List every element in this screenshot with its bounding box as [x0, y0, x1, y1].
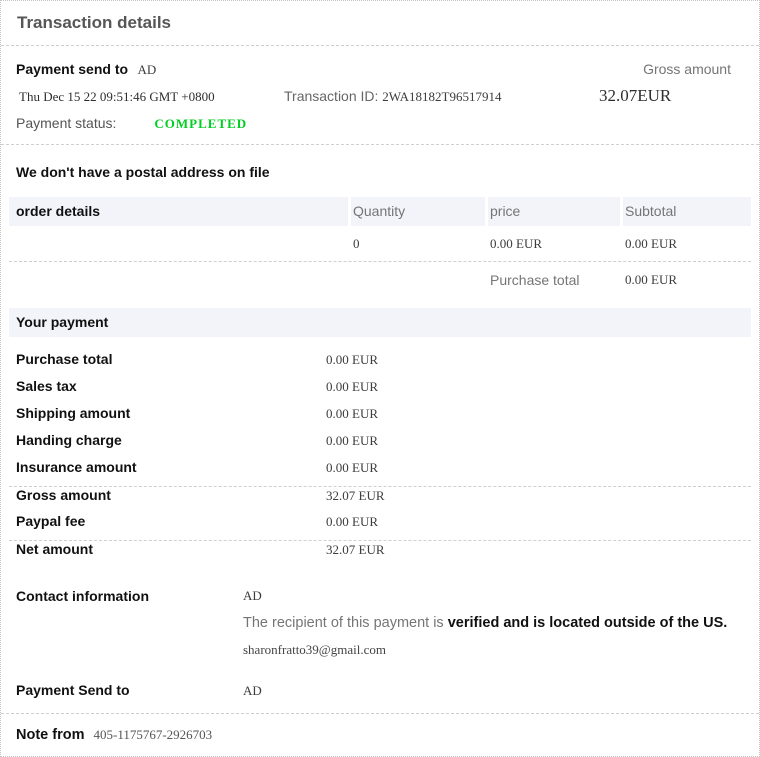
- contact-email: sharonfratto39@gmail.com: [243, 642, 387, 657]
- quantity-value: 0: [353, 236, 360, 251]
- row-value: 0.00 EUR: [326, 352, 378, 367]
- purchase-total-row: [9, 262, 751, 298]
- note-from-section: [1, 713, 759, 756]
- summary-row-transaction: [16, 86, 744, 106]
- row-label: Purchase total: [16, 351, 113, 367]
- gross-amount-label: Gross amount: [643, 61, 731, 77]
- price-header: price: [488, 197, 620, 226]
- payment-summary-section: [1, 46, 759, 145]
- note-from-label: Note from: [16, 727, 85, 743]
- row-value: 0.00 EUR: [326, 379, 378, 394]
- row-value: 0.00 EUR: [326, 433, 378, 448]
- row-value: 32.07 EUR: [326, 542, 385, 557]
- payment-row-sales-tax: [9, 378, 751, 405]
- payment-row-handing-charge: [9, 432, 751, 459]
- row-label: Sales tax: [16, 378, 77, 394]
- payment-send-to-value: AD: [137, 62, 157, 77]
- contact-information-row: [16, 588, 744, 658]
- payment-status-badge: COMPLETED: [154, 116, 248, 131]
- payment-row-shipping-amount: [9, 405, 751, 432]
- transaction-id: [284, 88, 599, 105]
- payment-send-to-bottom-label: Payment Send to: [16, 682, 130, 698]
- transaction-date: Thu Dec 15 22 09:51:46 GMT +0800: [19, 89, 215, 104]
- payment-row-paypal-fee: [9, 513, 751, 540]
- row-value: 0.00 EUR: [326, 406, 378, 421]
- contact-information-section: [16, 588, 744, 699]
- recipient-verification-text: [243, 615, 744, 631]
- payment-send-to-label: Payment send to: [16, 61, 129, 77]
- row-label: Handing charge: [16, 432, 122, 448]
- payment-row-net-amount: [9, 540, 751, 567]
- payment-status-label: Payment status:: [16, 115, 117, 131]
- row-label: Paypal fee: [16, 513, 86, 529]
- purchase-total-label: Purchase total: [490, 272, 580, 288]
- order-details-table: [9, 197, 751, 298]
- your-payment-header: Your payment: [9, 308, 751, 337]
- contact-name: AD: [243, 588, 262, 603]
- gross-amount-value: 32.07EUR: [599, 86, 672, 105]
- row-value: 0.00 EUR: [326, 460, 378, 475]
- payment-send-to-bottom-value: AD: [243, 683, 262, 698]
- purchase-total-value: 0.00 EUR: [625, 272, 677, 287]
- subtotal-header: Subtotal: [623, 197, 751, 226]
- price-value: 0.00 EUR: [490, 236, 542, 251]
- transaction-id-label: Transaction ID:: [284, 88, 383, 104]
- payment-send-to: [16, 61, 156, 79]
- row-value: 32.07 EUR: [326, 488, 385, 503]
- page-title: Transaction details: [1, 1, 759, 46]
- note-from-value: 405-1175767-2926703: [93, 727, 213, 742]
- payment-row-purchase-total: [9, 351, 751, 378]
- order-table-header-row: [9, 197, 751, 226]
- transaction-id-value: 2WA18182T96517914: [382, 89, 502, 104]
- your-payment-rows: [9, 351, 751, 567]
- row-label: Shipping amount: [16, 405, 131, 421]
- row-label: Net amount: [16, 541, 93, 557]
- payment-row-insurance-amount: [9, 459, 751, 486]
- order-table-row: [9, 226, 751, 261]
- quantity-header: Quantity: [351, 197, 485, 226]
- order-details-header: order details: [9, 197, 348, 226]
- summary-row-status: [16, 115, 744, 132]
- postal-address-notice: We don't have a postal address on file: [16, 164, 270, 180]
- row-value: 0.00 EUR: [326, 514, 378, 529]
- recipient-text: The recipient of this payment is: [243, 615, 448, 631]
- recipient-verified-text: verified and is located outside of the US.: [447, 615, 728, 631]
- summary-row-recipient: [16, 61, 744, 79]
- row-label: Insurance amount: [16, 459, 137, 475]
- subtotal-value: 0.00 EUR: [625, 236, 677, 251]
- order-item-cell: [9, 226, 348, 261]
- payment-send-to-row: [16, 682, 744, 699]
- contact-information-label: Contact information: [16, 588, 149, 604]
- payment-row-gross-amount: [9, 486, 751, 513]
- row-label: Gross amount: [16, 487, 111, 503]
